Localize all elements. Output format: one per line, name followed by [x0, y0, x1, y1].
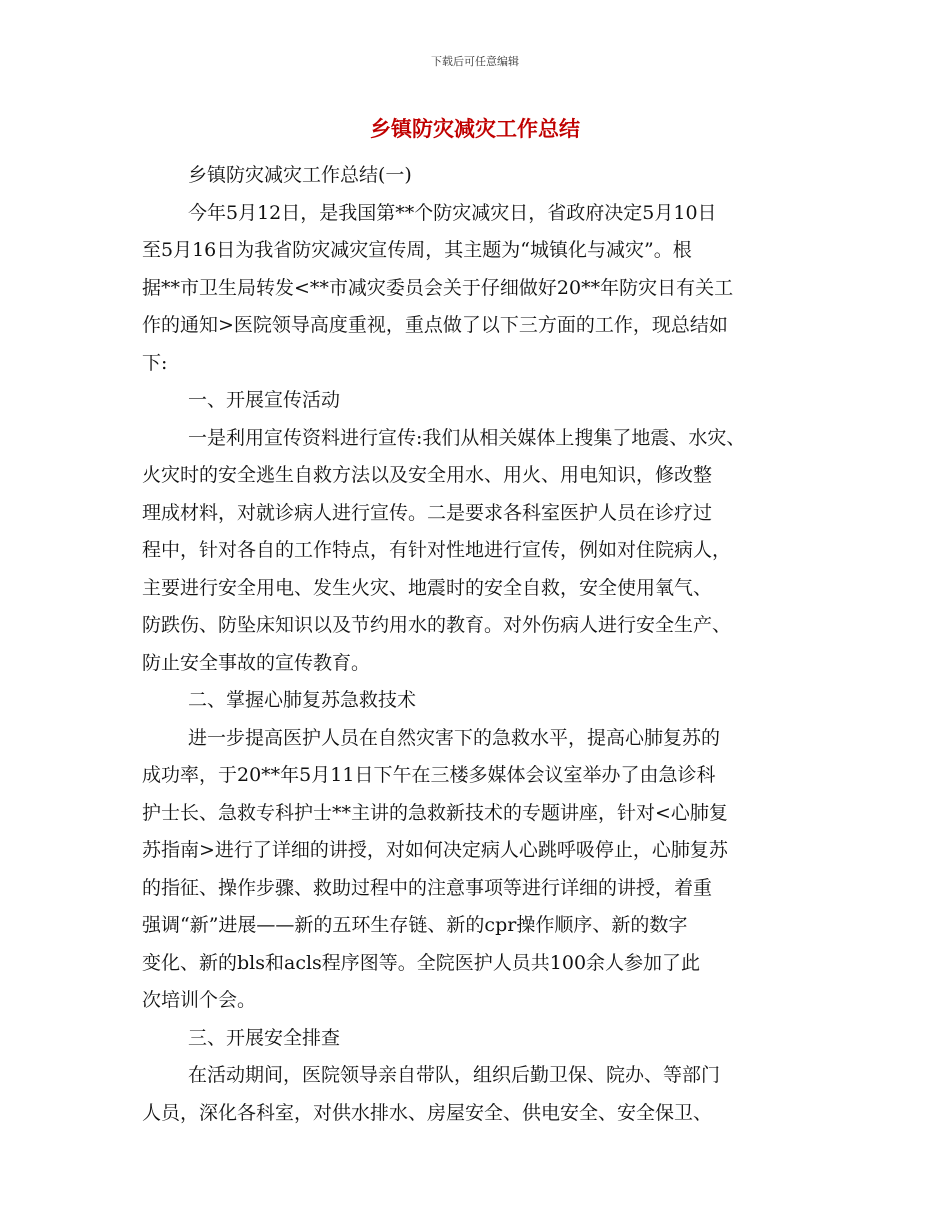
header-note: 下载后可任意编辑	[431, 55, 519, 68]
text-line: 一是利用宣传资料进行宣传:我们从相关媒体上搜集了地震、水灾、	[188, 426, 746, 449]
text-line: 火灾时的安全逃生自救方法以及安全用水、用火、用电知识，修改整	[142, 464, 713, 486]
document-title: 乡镇防灾减灾工作总结	[370, 117, 580, 141]
text-line: 的指征、操作步骤、救助过程中的注意事项等进行详细的讲授，着重	[142, 876, 713, 899]
text-line: 强调“新”进展——新的五环生存链、新的cpr操作顺序、新的数字	[142, 914, 688, 936]
text-line: 下:	[142, 351, 168, 374]
text-line: 据**市卫生局转发<**市减灾委员会关于仔细做好20**年防灾日有关工	[142, 276, 734, 299]
text-line: 程中，针对各自的工作特点，有针对性地进行宣传，例如对住院病人，	[142, 539, 732, 561]
text-line: 至5月16日为我省防灾减灾宣传周，其主题为“城镇化与减灾”。根	[142, 239, 692, 261]
text-line: 一、开展宣传活动	[188, 389, 341, 411]
text-line: 作的通知>医院领导高度重视，重点做了以下三方面的工作，现总结如	[142, 314, 728, 336]
text-line: 防跌伤、防坠床知识以及节约用水的教育。对外伤病人进行安全生产、	[142, 614, 732, 636]
text-line: 二、掌握心肺复苏急救技术	[188, 689, 417, 711]
text-line: 变化、新的bls和acls程序图等。全院医护人员共100余人参加了此	[142, 951, 701, 974]
text-line: 苏指南>进行了详细的讲授，对如何决定病人心跳呼吸停止，心肺复苏	[142, 839, 728, 861]
text-line: 乡镇防灾减灾工作总结(一)	[188, 164, 412, 186]
document-body	[142, 157, 822, 1132]
text-line: 三、开展安全排查	[188, 1026, 341, 1049]
text-line: 防止安全事故的宣传教育。	[142, 651, 371, 674]
text-line: 进一步提高医护人员在自然灾害下的急救水平，提高心肺复苏的	[188, 726, 721, 749]
text-line: 理成材料，对就诊病人进行宣传。二是要求各科室医护人员在诊疗过	[142, 501, 713, 524]
text-line: 护士长、急救专科护士**主讲的急救新技术的专题讲座，针对<心肺复	[142, 801, 728, 824]
text-line: 次培训个会。	[142, 989, 257, 1011]
text-line: 人员，深化各科室，对供水排水、房屋安全、供电安全、安全保卫、	[142, 1101, 713, 1124]
text-line: 今年5月12日，是我国第**个防灾减灾日，省政府决定5月10日	[188, 201, 717, 224]
text-line: 在活动期间，医院领导亲自带队，组织后勤卫保、院办、等部门	[188, 1064, 721, 1086]
text-line: 成功率，于20**年5月11日下午在三楼多媒体会议室举办了由急诊科	[142, 764, 716, 786]
text-line: 主要进行安全用电、发生火灾、地震时的安全自救，安全使用氧气、	[142, 576, 713, 599]
